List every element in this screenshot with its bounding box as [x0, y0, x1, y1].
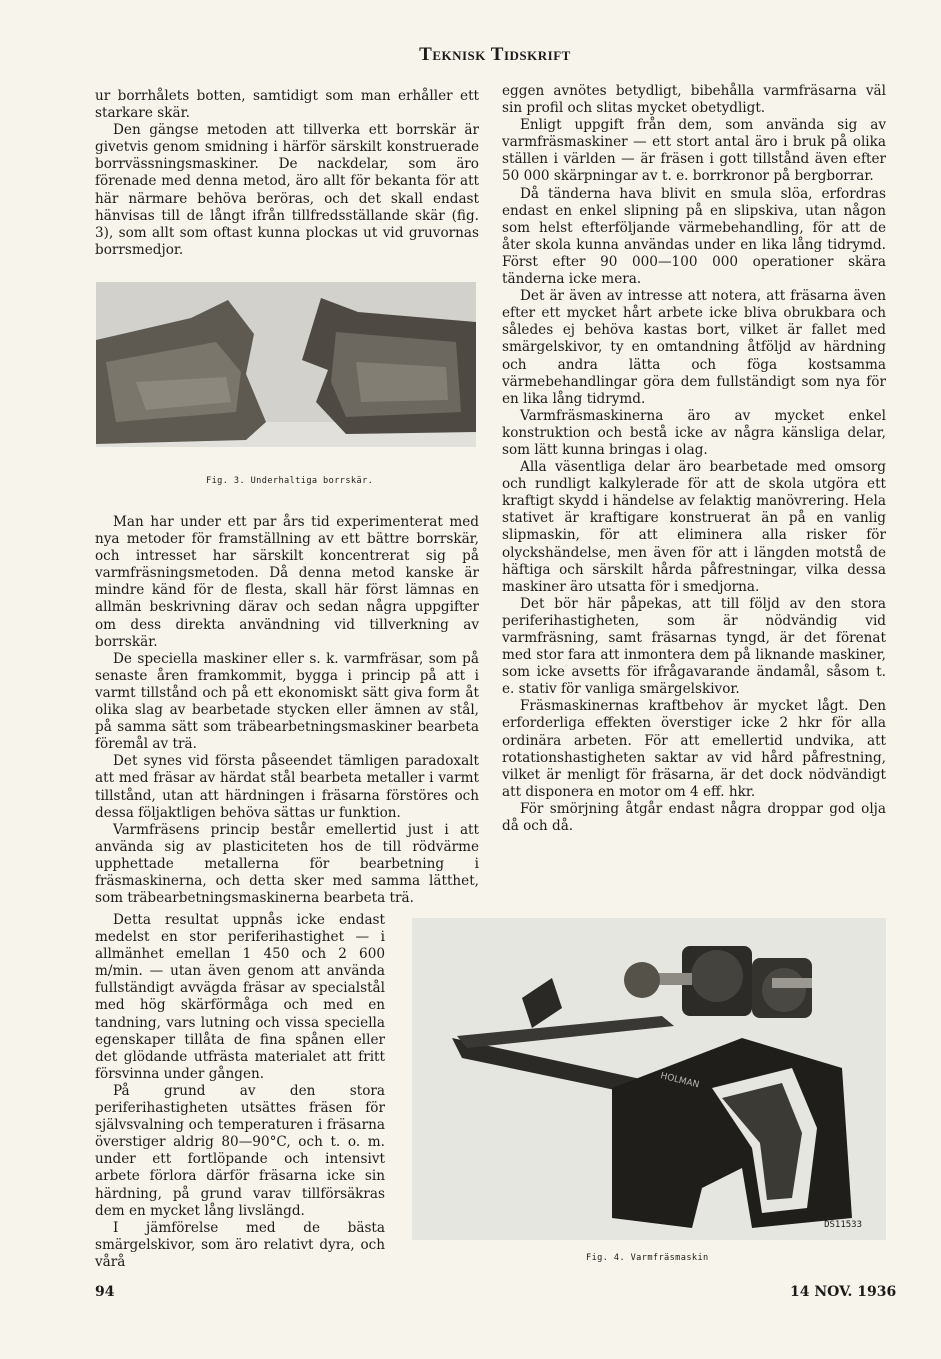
right-column — [502, 83, 886, 835]
page-number: 94 — [95, 1284, 115, 1300]
paragraph: Den gängse metoden att tillverka ett borrskär är givetvis genom smidning i härför särskilt konstruerade borrvässningsmaskiner. De nackdelar, som äro förenade med denna metod, äro allt för bekanta för att här närmare behöva beröras, och det skall endast hänvisas till de långt ifrån tillfredsställande skär (fig. 3), som allt som oftast kunna plockas ut vid gruvornas borrsmedjor. — [95, 122, 479, 258]
journal-title: Teknisk Tidskrift — [419, 44, 571, 65]
paragraph: Det är även av intresse att notera, att fräsarna även efter ett mycket hårt arbete icke bliva obrukbara och således ej behöva kastas bort, vilket är fallet med smärgelskivor, ty en omtandning åtföljd av härdning och andra lätta och föga kostsamma värmebehandlingar göra dem fullständigt som nya för en lika lång tidrymd. — [502, 288, 886, 407]
paragraph: eggen avnötes betydligt, bibehålla varmfräsarna väl sin profil och slitas mycket obetydligt. — [502, 83, 886, 117]
paragraph: Varmfräsens princip består emellertid just i att använda sig av plasticiteten hos de till rödvärme upphettade metallerna för bearbetning i fräsmaskinerna, och detta sker med samma lätthet, som träbearbetningsmaskinerna bearbeta trä. — [95, 821, 479, 907]
paragraph: Alla väsentliga delar äro bearbetade med omsorg och rundligt kalkylerade för att de skola utgöra ett kraftigt skydd i händelse av felaktig manövrering. Hela stativet är kraftigare konstruerat än på en vanlig slipmaskin, för att eliminera alla risker för olyckshändelse, men även för att i längden motstå de häftiga och särskilt hårda påfrestningar, vilka dessa maskiner äro utsatta för i smedjorna. — [502, 459, 886, 595]
figure-4-caption: Fig. 4. Varmfräsmaskin — [586, 1253, 709, 1263]
left-column-top — [95, 88, 479, 259]
plate-mark: DS11533 — [824, 1220, 862, 1230]
figure-4-photo — [412, 918, 886, 1240]
paragraph: Det synes vid första påseendet tämligen paradoxalt att med fräsar av härdat stål bearbeta metaller i varmt tillstånd, utan att härdningen i fräsarna förstöres och dessa följaktligen behöva sättas ur funktion. — [95, 753, 479, 821]
paragraph: Varmfräsmaskinerna äro av mycket enkel konstruktion och bestå icke av några känsliga delar, som lätt kunna bringas i olag. — [502, 407, 886, 458]
left-column-bottom — [95, 912, 385, 1271]
paragraph: Enligt uppgift från dem, som använda sig av varmfräsmaskiner — ett stort antal äro i bruk på olika ställen i världen — är fräsen i gott tillstånd även efter 50 000 skärpningar av t. e. borrkronor på bergborrar. — [502, 117, 886, 185]
milling-machine-image — [412, 918, 886, 1240]
machine-brand-text: HOLMAN — [659, 1071, 701, 1091]
paragraph: Detta resultat uppnås icke endast medelst en stor periferihastighet — i allmänhet emellan 1 450 och 2 600 m/min. — utan även genom att använda fullständigt avvägda fräsar av specialstål med hög skärförmåga och med en tandning, vars lutning och vissa speciella egenskaper tillåta de fina spånen eller det glödande utfrästa materialet att fritt försvinna under gången. — [95, 912, 385, 1082]
paragraph: På grund av den stora periferihastigheten utsättes fräsen för självsvalning och temperaturen i fräsarna överstiger aldrig 80—90°C, och t. o. m. under ett fortlöpande och intensivt arbete förlora därför fräsarna icke sin härdning, på grund varav tillförsäkras dem en mycket lång livslängd. — [95, 1082, 385, 1219]
paragraph: Fräsmaskinernas kraftbehov är mycket lågt. Den erforderliga effekten överstiger icke 2 hkr för alla ordinära arbeten. För att emellertid undvika, att rotationshastigheten saktar av vid hård påfrestning, vilket är menligt för fräsarna, är det dock nödvändigt att disponera en motor om 4 eff. hkr. — [502, 698, 886, 800]
drill-bits-image — [96, 282, 476, 447]
paragraph: ur borrhålets botten, samtidigt som man erhåller ett starkare skär. — [95, 88, 479, 122]
left-column-middle — [95, 514, 479, 907]
paragraph: Man har under ett par års tid experimenterat med nya metoder för framställning av ett bättre borrskär, och intresset har särskilt koncentrerat sig på varmfräsningsmetoden. Då denna metod kanske är mindre känd för de flesta, skall här först lämnas en allmän beskrivning därav och sedan några uppgifter om dess direkta användning vid tillverkning av borrskär. — [95, 514, 479, 650]
paragraph: Det bör här påpekas, att till följd av den stora periferihastigheten, som är nödvändig vid varmfräsning, samt fräsarnas tyngd, är det förenat med stor fara att inmontera dem på liknande maskiner, som icke avsetts för ifrågavarande ändamål, såsom t. e. stativ för vanliga smärgelskivor. — [502, 595, 886, 698]
paragraph: För smörjning åtgår endast några droppar god olja då och då. — [502, 800, 886, 835]
paragraph: Då tänderna hava blivit en smula slöa, erfordras endast en enkel slipning på en slipskiva, utan någon som helst efterföljande värmebehandling, för att de åter skola kunna användas under en lika lång tidrymd. Först efter 90 000—100 000 operationer skära tänderna icke mera. — [502, 185, 886, 288]
figure-3-caption: Fig. 3. Underhaltiga borrskär. — [206, 476, 374, 486]
paragraph: De speciella maskiner eller s. k. varmfräsar, som på senaste åren framkommit, bygga i princip på att i varmt tillstånd och på ett ekonomiskt sätt giva form åt olika slag av bearbetade stycken eller ämnen av stål, på samma sätt som träbearbetningsmaskiner bearbeta föremål av trä. — [95, 650, 479, 753]
issue-date: 14 NOV. 1936 — [790, 1284, 897, 1300]
figure-3-photo — [96, 282, 476, 447]
paragraph: I jämförelse med de bästa smärgelskivor, som äro relativt dyra, och vårå — [95, 1219, 385, 1270]
